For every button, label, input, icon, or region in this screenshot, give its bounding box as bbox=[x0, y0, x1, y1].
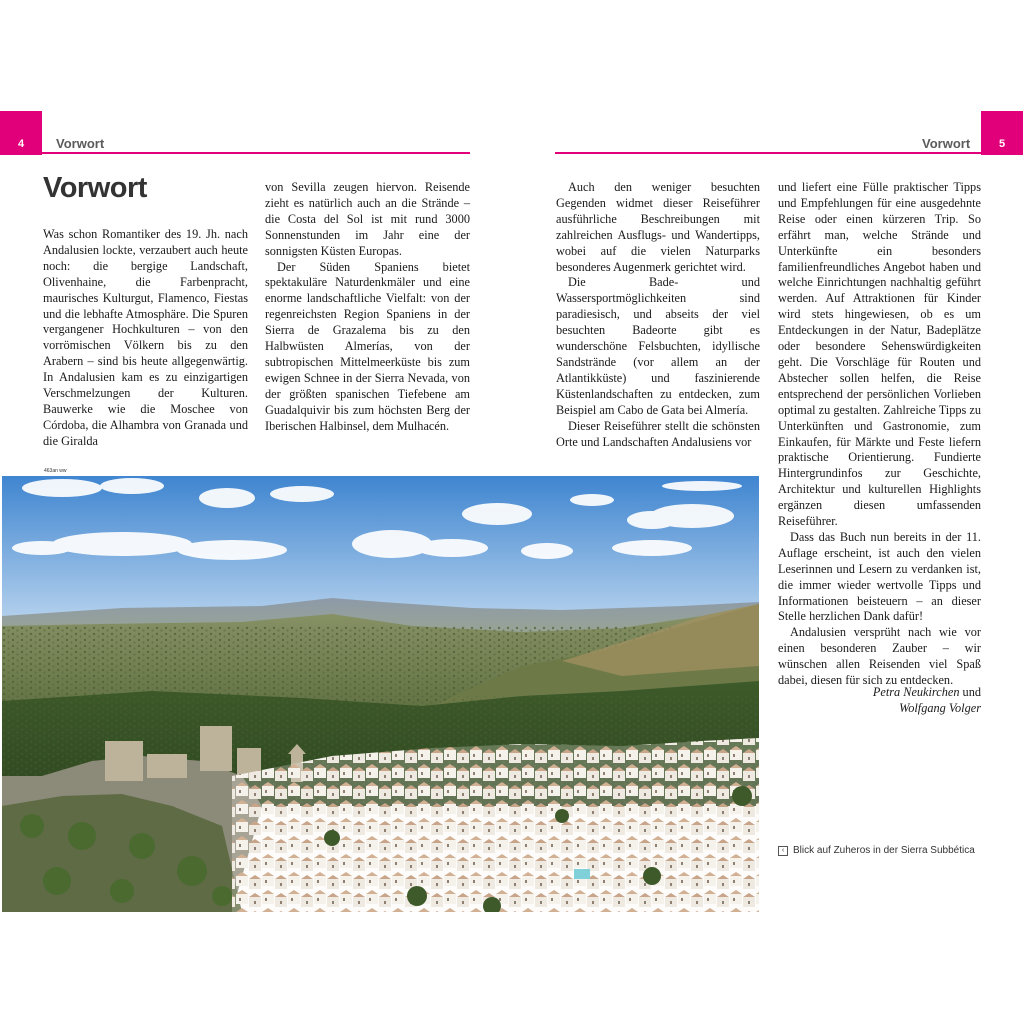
paragraph: Dass das Buch nun bereits in der 11. Auflage erscheint, ist auch den vielen Leserinnen und Lesern zu verdanken ist, die immer wieder wertvolle Tipps und Informationen beisteuern – an dieser Stelle herzlichen Dank dafür! bbox=[778, 529, 981, 624]
paragraph: Dieser Reiseführer stellt die schönsten Orte und Landschaften Andalusiens vor bbox=[556, 418, 760, 449]
paragraph: Auch den weniger besuchten Gegenden widmet dieser Reiseführer ausführliche Beschreibungen mit zahlreichen Ausflugs- und Wandertipps, wobei auf die vielen Naturparks besonderes Augenmerk gerichtet wird. bbox=[556, 180, 760, 274]
author-name: Wolfgang Volger bbox=[899, 701, 981, 715]
paragraph: Der Süden Spaniens bietet spektakuläre Naturdenkmäler und eine enorme landschaftliche Vielfalt: von der regenreichsten Region Spaniens in der Sierra de Grazalema bis zu den Halbwüsten Almerías, von der subtropischen Mittelmeerküste bis zum ewigen Schnee in der Sierra Nevada, von der größten spanischen Tiefebene am Guadalquivir bis zum höchsten Berg der Iberischen Halbinsel, dem Mulhacén. bbox=[265, 259, 470, 433]
page-number-right: 5 bbox=[999, 138, 1006, 150]
caption-text: Blick auf Zuheros in der Sierra Subbética bbox=[793, 845, 975, 856]
landscape-photo bbox=[2, 476, 759, 912]
paragraph: von Sevilla zeugen hiervon. Reisende zieht es natürlich auch an die Strände – die Costa del Sol ist mit rund 3000 Sonnenstunden im Jahr eine der sonnigsten Küsten Europas. bbox=[265, 180, 470, 258]
page-number-left: 4 bbox=[18, 138, 25, 150]
arrow-left-icon: ‹ bbox=[778, 846, 788, 856]
text-column-3 bbox=[556, 180, 760, 450]
text-column-4 bbox=[778, 180, 981, 689]
signature bbox=[778, 684, 981, 716]
paragraph: Was schon Romantiker des 19. Jh. nach Andalusien lockte, verzaubert auch heute noch: die bergige Landschaft, Olivenhaine, die Farbenpracht, maurisches Kulturgut, Flamenco, Fiestas und die lebhafte Atmosphäre. Die Spuren vergangener Hochkulturen – von den vorrömischen Völkern bis zu den Arabern – sind bis heute allgegenwärtig. In Andalusien kam es zu einzigartigen Verschmelzungen der Kulturen. Bauwerke wie die Moschee von Córdoba, die Alhambra von Granada und die Giralda bbox=[43, 227, 248, 448]
running-head-left: Vorwort bbox=[56, 136, 105, 151]
header-rule-right bbox=[555, 152, 981, 154]
paragraph: Die Bade- und Wassersportmöglichkeiten sind paradiesisch, und abseits der viel besuchten Badeorte gibt es wunderschöne Felsbuchten, idyllische Sandstrände (vor allem an der Atlantikküste) und faszinierende Küstenlandschaften zu entdecken, zum Beispiel am Cabo de Gata bei Almería. bbox=[556, 275, 760, 417]
signature-connector: und bbox=[959, 685, 981, 699]
author-name: Petra Neukirchen bbox=[872, 685, 960, 699]
running-head-right: Vorwort bbox=[922, 136, 971, 151]
header-rule-left bbox=[42, 152, 470, 154]
paragraph: Andalusien versprüht nach wie vor einen besonderen Zauber – wir wünschen allen Reisenden viel Spaß dabei, diesen für sich zu entdecken. bbox=[778, 625, 981, 688]
paragraph: und liefert eine Fülle praktischer Tipps und Empfehlungen für eine ausgedehnte Reise oder einen kürzeren Trip. So erfährt man, welche Strände und Unterkünfte ein besonders familienfreundliches Angebot haben und welche Einrichtungen nachhaltig geführt werden. Auf Attraktionen für Kinder wird stets hingewiesen, ob es um Entdeckungen in der Natur, Badeplätze oder besondere Sehenswürdigkeiten geht. Die Vorschläge für Routen und Abstecher sollen helfen, die Reise entsprechend der persönlichen Vorlieben optimal zu gestalten. Zahlreiche Tipps zu Unterkünften und Gastronomie, zum Einkaufen, für Märkte und Feste liefern praktische Orientierung. Fundierte Hintergrundinfos zur Geschichte, Architektur und kulturellen Highlights ergänzen diesen umfassenden Reiseführer. bbox=[778, 180, 981, 529]
photo-illustration bbox=[2, 476, 759, 912]
photo-caption bbox=[778, 845, 975, 856]
page-title: Vorwort bbox=[43, 172, 147, 204]
text-column-2 bbox=[265, 180, 470, 435]
text-column-1 bbox=[43, 227, 248, 450]
photo-credit: 463an ww bbox=[44, 468, 67, 474]
